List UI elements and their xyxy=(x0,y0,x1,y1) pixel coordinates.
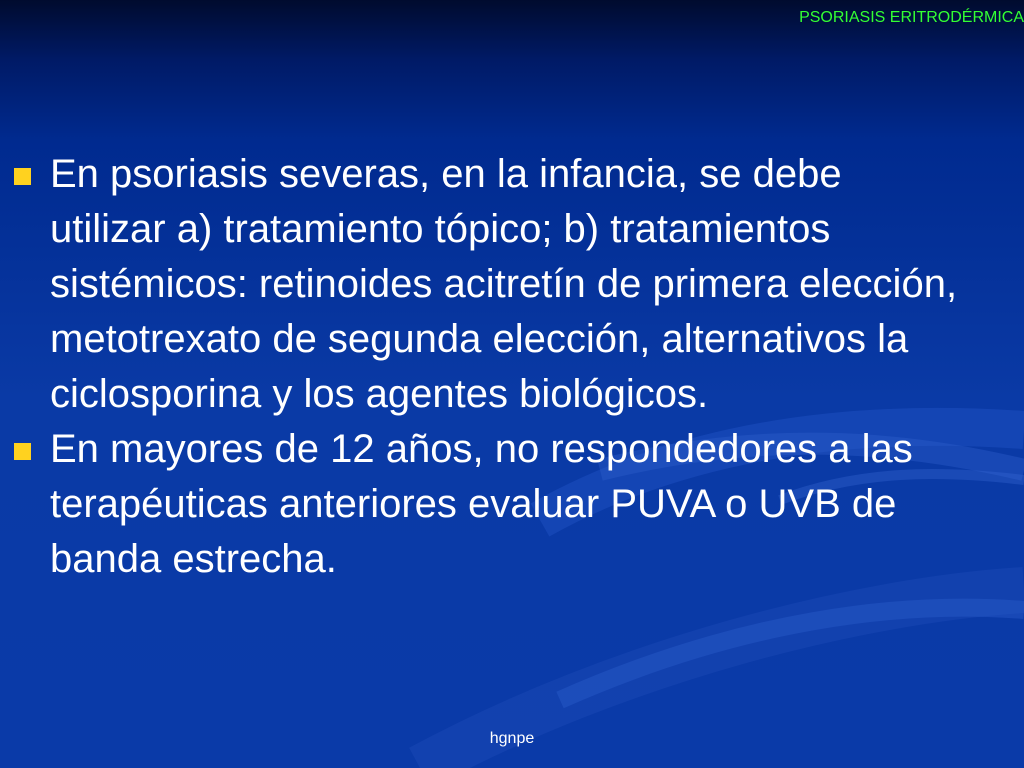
bullet-text: En psoriasis severas, en la infancia, se debe utilizar a) tratamiento tópico; b) tratamientos sistémicos: retinoides acitretín de primera elección, metotrexato de segunda elección, alternativos la ciclosporina y los agentes biológicos. xyxy=(50,152,958,416)
bullet-item xyxy=(8,147,968,422)
slide-footer-label: hgnpe xyxy=(489,730,535,747)
bullet-text: En mayores de 12 años, no respondedores a las terapéuticas anteriores evaluar PUVA o UVB de banda estrecha. xyxy=(50,427,913,581)
bullet-list xyxy=(8,147,968,587)
slide-header-label: PSORIASIS ERITRODÉRMICA xyxy=(799,9,1024,26)
square-bullet-icon xyxy=(14,168,31,185)
bullet-item xyxy=(8,422,968,587)
square-bullet-icon xyxy=(14,443,31,460)
